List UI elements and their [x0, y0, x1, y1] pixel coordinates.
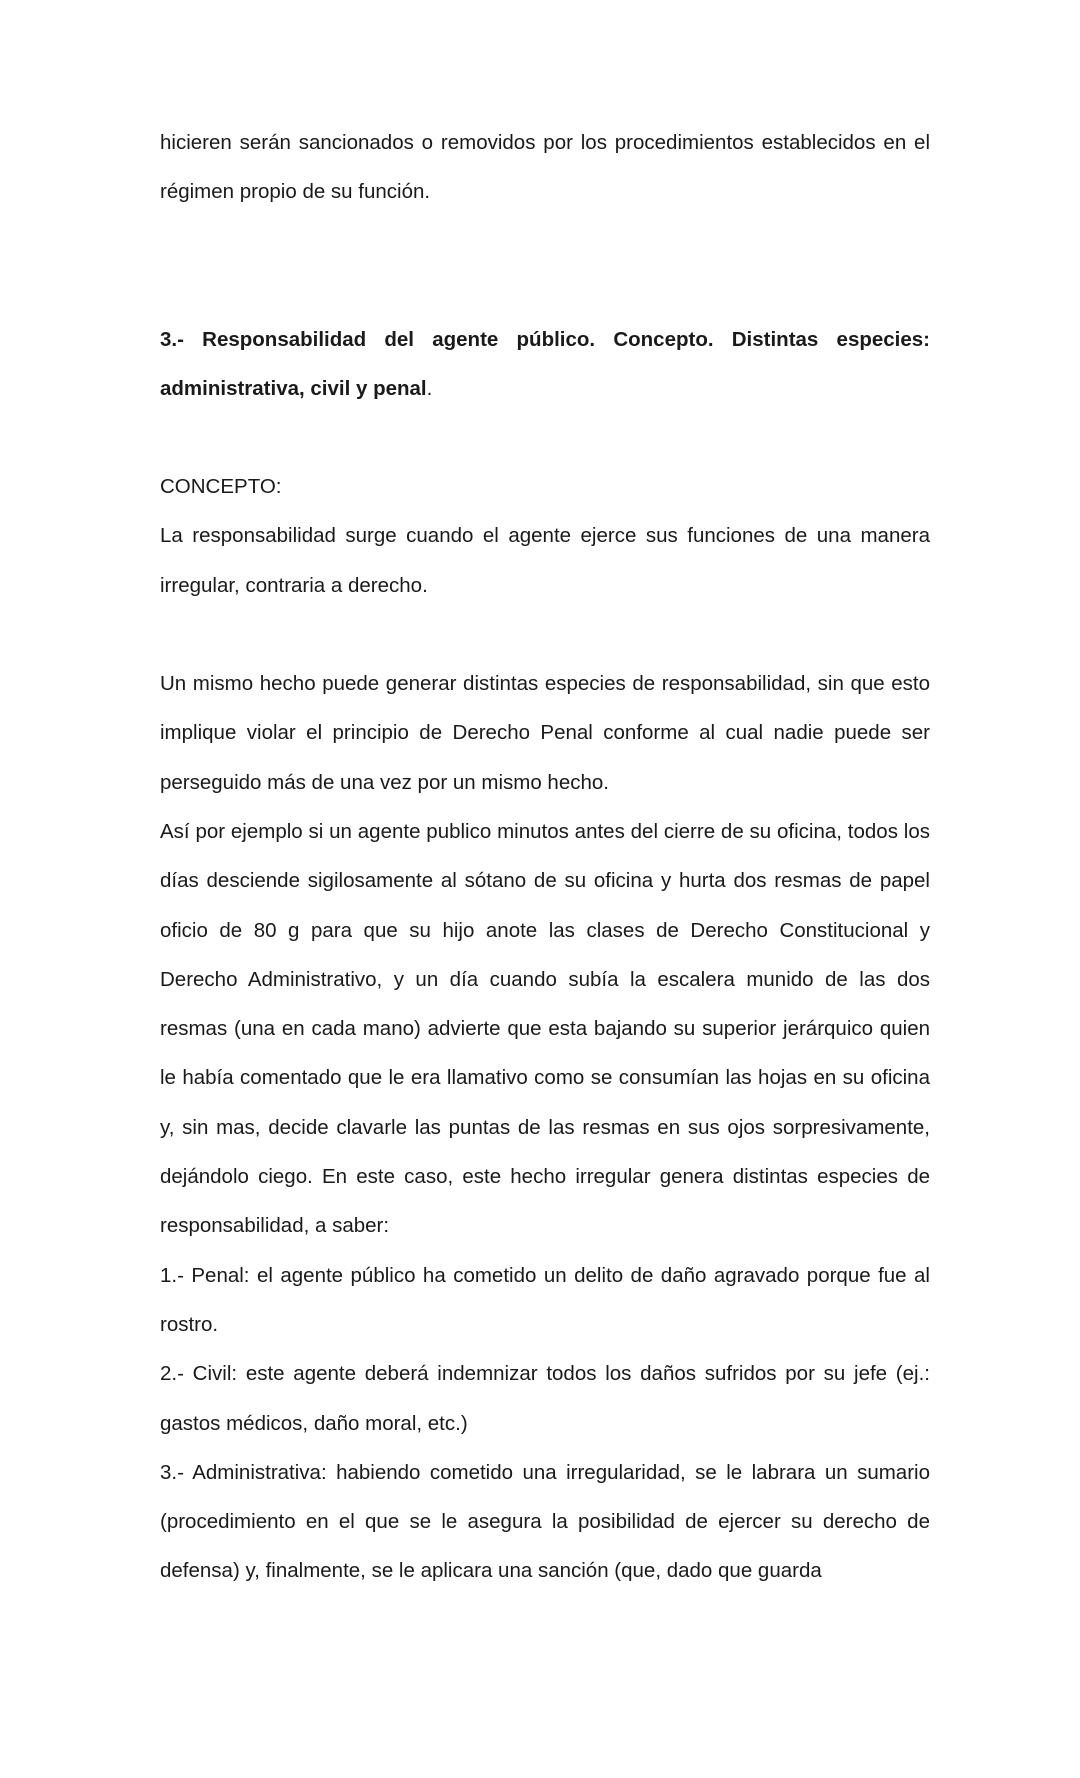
- document-page: [160, 118, 930, 1596]
- paragraph-example: Así por ejemplo si un agente publico minutos antes del cierre de su oficina, todos los días desciende sigilosamente al sótano de su oficina y hurta dos resmas de papel oficio de 80 g para que su hijo anote las clases de Derecho Constitucional y Derecho Administrativo, y un día cuando subía la escalera munido de las dos resmas (una en cada mano) advierte que esta bajando su superior jerárquico quien le había comentado que le era llamativo como se consumían las hojas en su oficina y, sin mas, decide clavarle las puntas de las resmas en sus ojos sorpresivamente, dejándolo ciego. En este caso, este hecho irregular genera distintas especies de responsabilidad, a saber:: [160, 819, 930, 1238]
- intro-paragraph: hicieren serán sancionados o removidos por los procedimientos establecidos en el régimen propio de su función.: [160, 131, 930, 204]
- spacer: [160, 413, 930, 462]
- section-heading: [160, 315, 930, 414]
- item-administrativa: 3.- Administrativa: habiendo cometido una irregularidad, se le labrara un sumario (procedimiento en el que se le asegura la posibilidad de ejercer su derecho de defensa) y, finalmente, se le aplicara una sanción (que, dado que guarda: [160, 1460, 930, 1583]
- spacer: [160, 610, 930, 659]
- section-heading-text: 3.- Responsabilidad del agente público. Concepto. Distintas especies: administrativa, civil y penal: [160, 327, 930, 400]
- concept-text: La responsabilidad surge cuando el agente ejerce sus funciones de una manera irregular, contraria a derecho.: [160, 524, 930, 597]
- item-penal: 1.- Penal: el agente público ha cometido un delito de daño agravado porque fue al rostro.: [160, 1263, 930, 1336]
- concept-label: CONCEPTO:: [160, 475, 282, 499]
- paragraph-same-fact: Un mismo hecho puede generar distintas especies de responsabilidad, sin que esto implique violar el principio de Derecho Penal conforme al cual nadie puede ser perseguido más de una vez por un mismo hecho.: [160, 672, 930, 794]
- spacer: [160, 217, 930, 315]
- item-civil: 2.- Civil: este agente deberá indemnizar todos los daños sufridos por su jefe (ej.: gastos médicos, daño moral, etc.): [160, 1362, 930, 1435]
- section-heading-period: .: [426, 376, 433, 400]
